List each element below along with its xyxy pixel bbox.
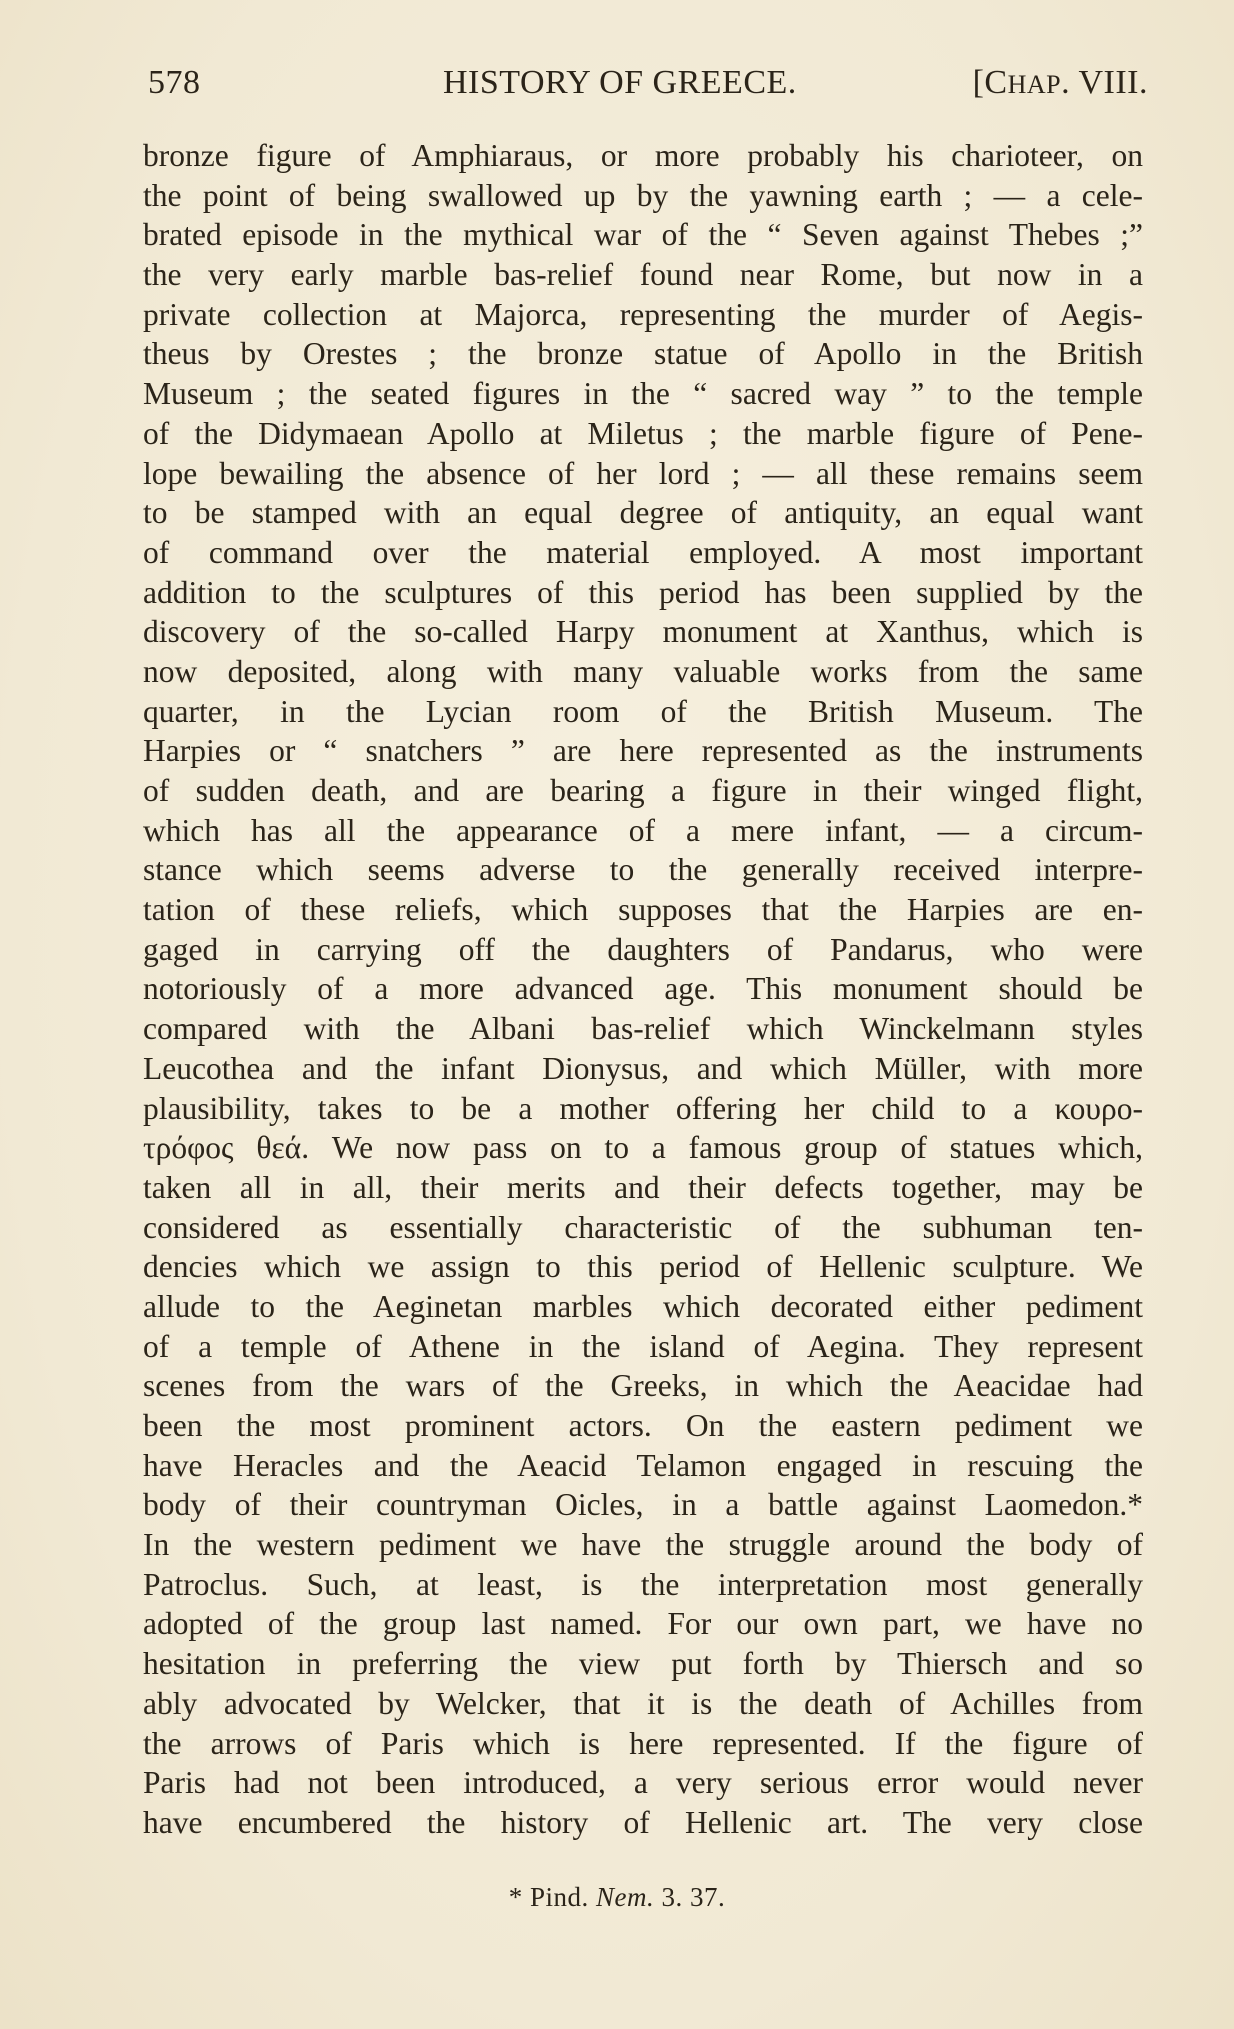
text-line: Leucothea and the infant Dionysus, and which Müller, with more <box>143 1050 1143 1086</box>
text-line: to be stamped with an equal degree of antiquity, an equal want <box>143 495 1143 531</box>
text-line: have Heracles and the Aeacid Telamon engaged in rescuing the <box>143 1447 1143 1483</box>
text-line: of the Didymaean Apollo at Miletus ; the marble figure of Pene- <box>143 415 1143 451</box>
text-line: lope bewailing the absence of her lord ; — all these remains seem <box>143 455 1143 491</box>
text-line: compared with the Albani bas-relief which Winckelmann styles <box>143 1011 1143 1047</box>
footnote-marker: * <box>508 1882 523 1912</box>
chapter-suffix: . VIII. <box>1061 64 1148 101</box>
text-line: plausibility, takes to be a mother offering her child to a κουρο- <box>143 1090 1143 1126</box>
text-line: Paris had not been introduced, a very serious error would never <box>143 1765 1143 1801</box>
text-line: which has all the appearance of a mere infant, — a circum- <box>143 812 1143 848</box>
text-line: Museum ; the seated figures in the “ sacred way ” to the temple <box>143 376 1143 412</box>
footnote <box>0 1882 1234 1913</box>
text-line: private collection at Majorca, representing the murder of Aegis- <box>143 296 1143 332</box>
text-line: τρόφος θεά. We now pass on to a famous group of statues which, <box>143 1130 1143 1166</box>
text-line: the arrows of Paris which is here represented. If the figure of <box>143 1725 1143 1761</box>
text-line: dencies which we assign to this period of Hellenic sculpture. We <box>143 1249 1143 1285</box>
text-line: discovery of the so-called Harpy monument at Xanthus, which is <box>143 614 1143 650</box>
text-line: the point of being swallowed up by the yawning earth ; — a cele- <box>143 177 1143 213</box>
text-line: hesitation in preferring the view put forth by Thiersch and so <box>143 1646 1143 1682</box>
text-line: notoriously of a more advanced age. This monument should be <box>143 971 1143 1007</box>
text-line: considered as essentially characteristic of the subhuman ten- <box>143 1209 1143 1245</box>
text-line: allude to the Aeginetan marbles which decorated either pediment <box>143 1288 1143 1324</box>
running-head <box>148 64 1148 108</box>
text-line: stance which seems adverse to the generally received interpre- <box>143 852 1143 888</box>
text-line: brated episode in the mythical war of the “ Seven against Thebes ;” <box>143 217 1143 253</box>
text-line: Harpies or “ snatchers ” are here represented as the instruments <box>143 733 1143 769</box>
book-title: HISTORY OF GREECE. <box>443 64 797 101</box>
chapter-label <box>973 64 1148 102</box>
text-line: tation of these reliefs, which supposes that the Harpies are en- <box>143 892 1143 928</box>
text-line: theus by Orestes ; the bronze statue of Apollo in the British <box>143 336 1143 372</box>
text-line: taken all in all, their merits and their defects together, may be <box>143 1169 1143 1205</box>
text-line: have encumbered the history of Hellenic art. The very close <box>143 1804 1143 1840</box>
text-line: now deposited, along with many valuable works from the same <box>143 653 1143 689</box>
page-number: 578 <box>148 64 201 101</box>
footnote-source: Pind. <box>529 1882 589 1912</box>
text-line: quarter, in the Lycian room of the British Museum. The <box>143 693 1143 729</box>
body-text <box>143 136 1143 1843</box>
chapter-smallcaps: HAP <box>1007 70 1062 99</box>
text-line: of command over the material employed. A most important <box>143 534 1143 570</box>
text-line: bronze figure of Amphiaraus, or more probably his charioteer, on <box>143 138 1143 173</box>
text-line: the very early marble bas-relief found near Rome, but now in a <box>143 257 1143 293</box>
text-line: of sudden death, and are bearing a figure in their winged flight, <box>143 773 1143 808</box>
chapter-prefix: [C <box>972 64 1008 101</box>
text-line: of a temple of Athene in the island of Aegina. They represent <box>143 1328 1143 1364</box>
text-line: ably advocated by Welcker, that it is the death of Achilles from <box>143 1685 1143 1721</box>
text-line: gaged in carrying off the daughters of Pandarus, who were <box>143 931 1143 967</box>
footnote-reference: 3. 37. <box>661 1882 726 1912</box>
text-line: Patroclus. Such, at least, is the interpretation most generally <box>143 1566 1143 1602</box>
text-line: scenes from the wars of the Greeks, in which the Aeacidae had <box>143 1368 1143 1404</box>
footnote-work: Nem. <box>596 1882 655 1912</box>
text-line: adopted of the group last named. For our own part, we have no <box>143 1606 1143 1642</box>
text-line: In the western pediment we have the struggle around the body of <box>143 1527 1143 1563</box>
text-line: addition to the sculptures of this period has been supplied by the <box>143 574 1143 610</box>
text-line: body of their countryman Oicles, in a battle against Laomedon.* <box>143 1487 1143 1523</box>
text-line: been the most prominent actors. On the eastern pediment we <box>143 1408 1143 1443</box>
